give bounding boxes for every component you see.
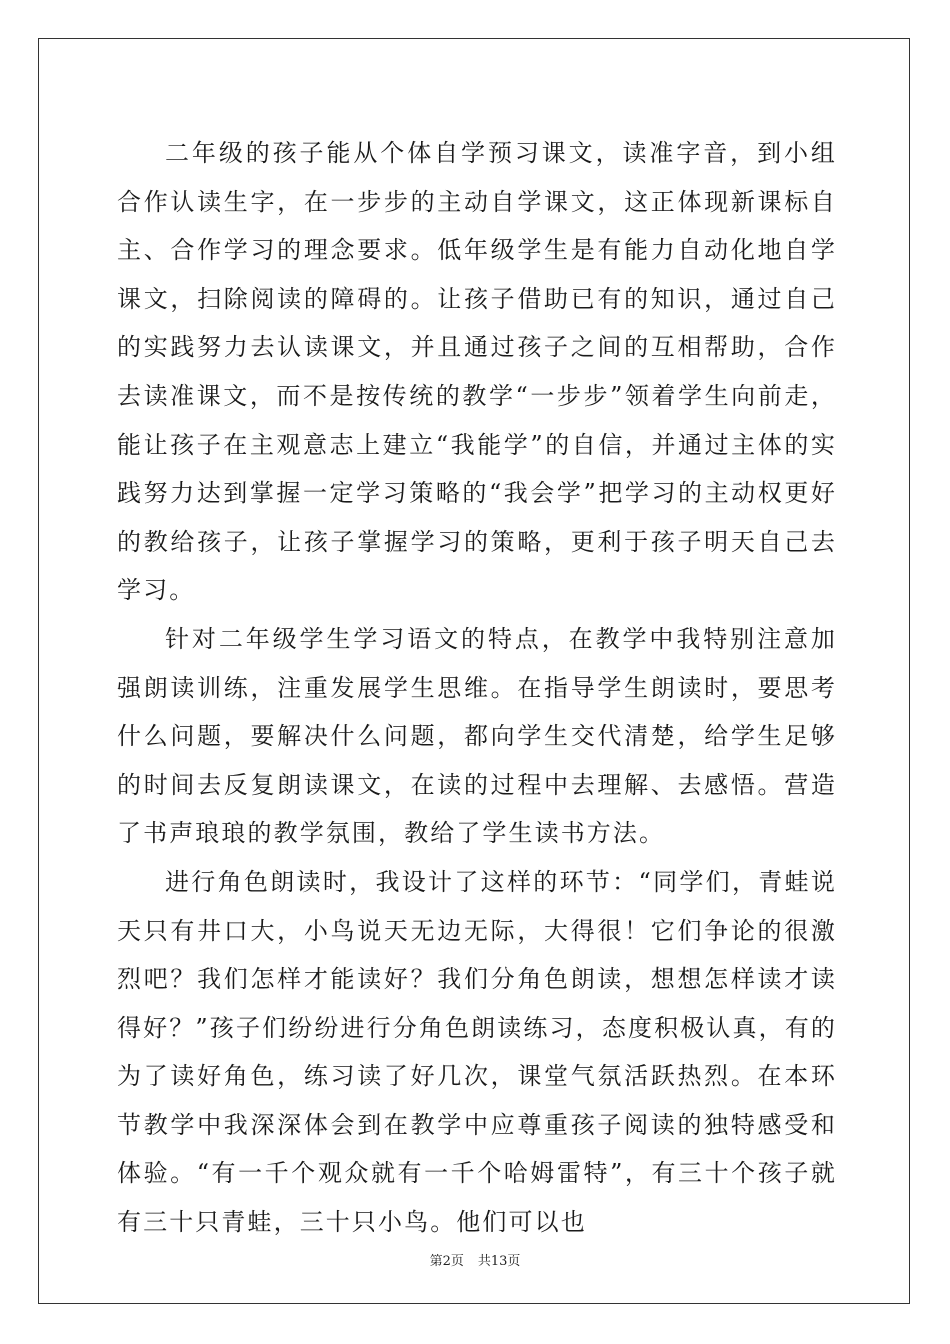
paragraph: 二年级的孩子能从个体自学预习课文，读准字音，到小组合作认读生字，在一步步的主动自学课文，这正体现新课标自主、合作学习的理念要求。低年级学生是有能力自动化地自学课文，扫除阅读的障碍的。让孩子借助已有的知识，通过自己的实践努力去认读课文，并且通过孩子之间的互相帮助，合作去读准课文，而不是按传统的教学“一步步”领着学生向前走，能让孩子在主观意志上建立“我能学”的自信，并通过主体的实践努力达到掌握一定学习策略的“我会学”把学习的主动权更好的教给孩子，让孩子掌握学习的策略，更利于孩子明天自己去学习。	[117, 139, 837, 605]
paragraph: 针对二年级学生学习语文的特点，在教学中我特别注意加强朗读训练，注重发展学生思维。在指导学生朗读时，要思考什么问题，要解决什么问题，都向学生交代清楚，给学生足够的时间去反复朗读课文，在读的过程中去理解、去感悟。营造了书声琅琅的教学氛围，教给了学生读书方法。	[117, 624, 837, 848]
page-total: 共13页	[477, 1254, 521, 1269]
page-number: 第2页	[429, 1254, 464, 1269]
document-body	[117, 129, 837, 1247]
page-footer	[0, 1250, 950, 1269]
paragraph: 进行角色朗读时，我设计了这样的环节：“同学们，青蛙说天只有井口大，小鸟说天无边无际，大得很！它们争论的很激烈吧？我们怎样才能读好？我们分角色朗读，想想怎样读才读得好？”孩子们纷纷进行分角色朗读练习，态度积极认真，有的为了读好角色，练习读了好几次，课堂气氛活跃热烈。在本环节教学中我深深体会到在教学中应尊重孩子阅读的独特感受和体验。“有一千个观众就有一千个哈姆雷特”，有三十个孩子就有三十只青蛙，三十只小鸟。他们可以也	[117, 867, 837, 1237]
